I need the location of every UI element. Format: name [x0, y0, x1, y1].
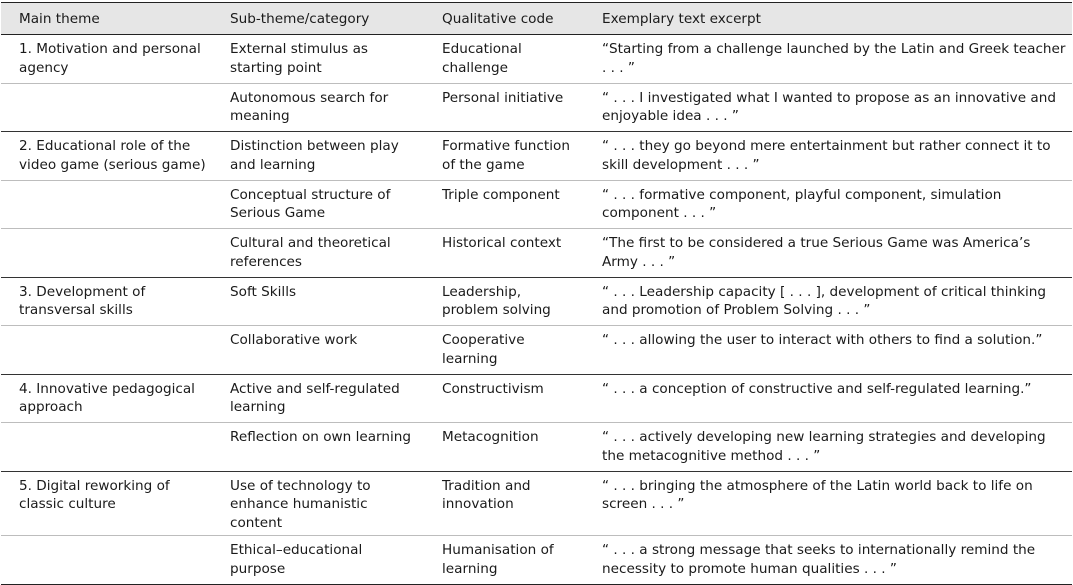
code-cell: Personal initiative — [424, 83, 584, 132]
sub-theme-cell: Conceptual structure of Serious Game — [212, 180, 424, 229]
table-row — [1, 423, 1072, 472]
header-excerpt: Exemplary text excerpt — [584, 3, 1072, 35]
sub-theme-cell: Autonomous search for meaning — [212, 83, 424, 132]
excerpt-cell: “ . . . formative component, playful component, simulation component . . . ” — [584, 180, 1072, 229]
excerpt-cell: “ . . . a conception of constructive and self-regulated learning.” — [584, 374, 1072, 423]
main-theme-cell: 5. Digital reworking of classic culture — [1, 471, 212, 536]
sub-theme-cell: Reflection on own learning — [212, 423, 424, 472]
excerpt-cell: “ . . . a strong message that seeks to internationally remind the necessity to promote human qualities . . . ” — [584, 536, 1072, 585]
table-row — [1, 83, 1072, 132]
table-row — [1, 326, 1072, 375]
excerpt-cell: “The first to be considered a true Serious Game was America’s Army . . . ” — [584, 229, 1072, 278]
sub-theme-cell: Active and self-regulated learning — [212, 374, 424, 423]
main-theme-cell: 4. Innovative pedagogical approach — [1, 374, 212, 423]
code-cell: Tradition and innovation — [424, 471, 584, 536]
code-cell: Metacognition — [424, 423, 584, 472]
excerpt-cell: “ . . . allowing the user to interact with others to find a solution.” — [584, 326, 1072, 375]
code-cell: Formative function of the game — [424, 132, 584, 181]
header-qualitative-code: Qualitative code — [424, 3, 584, 35]
themes-table — [1, 2, 1072, 585]
table-row — [1, 536, 1072, 585]
table-row — [1, 277, 1072, 326]
code-cell: Historical context — [424, 229, 584, 278]
table-row — [1, 374, 1072, 423]
excerpt-cell: “ . . . they go beyond mere entertainment but rather connect it to skill development . . . ” — [584, 132, 1072, 181]
table-body — [1, 35, 1072, 585]
sub-theme-cell: External stimulus as starting point — [212, 35, 424, 84]
sub-theme-cell: Collaborative work — [212, 326, 424, 375]
code-cell: Leadership, problem solving — [424, 277, 584, 326]
main-theme-cell: 2. Educational role of the video game (serious game) — [1, 132, 212, 181]
sub-theme-cell: Cultural and theoretical references — [212, 229, 424, 278]
header-main-theme: Main theme — [1, 3, 212, 35]
header-row — [1, 3, 1072, 35]
main-theme-cell — [1, 536, 212, 585]
main-theme-cell: 3. Development of transversal skills — [1, 277, 212, 326]
code-cell: Humanisation of learning — [424, 536, 584, 585]
code-cell: Educational challenge — [424, 35, 584, 84]
sub-theme-cell: Distinction between play and learning — [212, 132, 424, 181]
sub-theme-cell: Use of technology to enhance humanistic content — [212, 471, 424, 536]
main-theme-cell — [1, 180, 212, 229]
code-cell: Cooperative learning — [424, 326, 584, 375]
excerpt-cell: “ . . . I investigated what I wanted to propose as an innovative and enjoyable idea . . . ” — [584, 83, 1072, 132]
table-row — [1, 471, 1072, 536]
excerpt-cell: “Starting from a challenge launched by the Latin and Greek teacher . . . ” — [584, 35, 1072, 84]
main-theme-cell — [1, 423, 212, 472]
main-theme-cell — [1, 229, 212, 278]
sub-theme-cell: Soft Skills — [212, 277, 424, 326]
excerpt-cell: “ . . . Leadership capacity [ . . . ], development of critical thinking and promotion of Problem Solving . . . ” — [584, 277, 1072, 326]
main-theme-cell: 1. Motivation and personal agency — [1, 35, 212, 84]
table-row — [1, 132, 1072, 181]
excerpt-cell: “ . . . actively developing new learning strategies and developing the metacognitive method . . . ” — [584, 423, 1072, 472]
header-sub-theme: Sub-theme/category — [212, 3, 424, 35]
table-row — [1, 180, 1072, 229]
sub-theme-cell: Ethical–educational purpose — [212, 536, 424, 585]
table-row — [1, 229, 1072, 278]
main-theme-cell — [1, 83, 212, 132]
table-row — [1, 35, 1072, 84]
code-cell: Triple component — [424, 180, 584, 229]
main-theme-cell — [1, 326, 212, 375]
excerpt-cell: “ . . . bringing the atmosphere of the Latin world back to life on screen . . . ” — [584, 471, 1072, 536]
code-cell: Constructivism — [424, 374, 584, 423]
